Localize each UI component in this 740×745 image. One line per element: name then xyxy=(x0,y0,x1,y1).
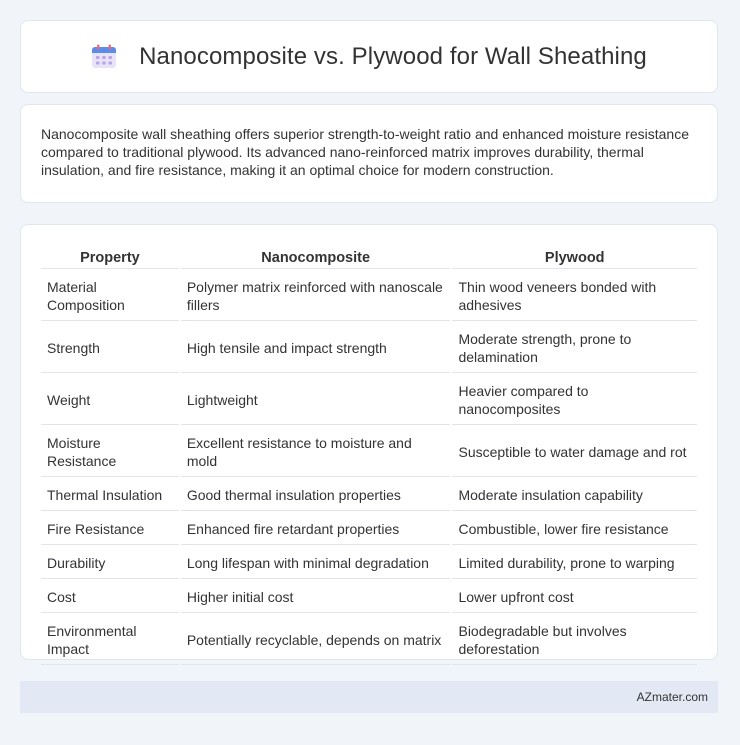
column-header-nanocomposite: Nanocomposite xyxy=(181,245,451,269)
property-cell: Weight xyxy=(41,375,179,425)
table-row xyxy=(41,375,697,425)
summary-text: Nanocomposite wall sheathing offers superior strength-to-weight ratio and enhanced moisture resistance compared to traditional plywood. Its advanced nano-reinforced matrix improves durability, thermal insulation, and fire resistance, making it an optimal choice for modern construction. xyxy=(41,126,689,178)
nanocomposite-cell: Enhanced fire retardant properties xyxy=(181,513,451,545)
title-card xyxy=(20,20,718,93)
plywood-cell: Biodegradable but involves deforestation xyxy=(452,615,697,665)
column-header-property: Property xyxy=(41,245,179,269)
property-cell: Moisture Resistance xyxy=(41,427,179,477)
plywood-cell: Lower upfront cost xyxy=(452,581,697,613)
table-row xyxy=(41,547,697,579)
plywood-cell: Combustible, lower fire resistance xyxy=(452,513,697,545)
column-header-plywood: Plywood xyxy=(452,245,697,269)
property-cell: Environmental Impact xyxy=(41,615,179,665)
plywood-cell: Heavier compared to nanocomposites xyxy=(452,375,697,425)
nanocomposite-cell: High tensile and impact strength xyxy=(181,323,451,373)
table-row xyxy=(41,479,697,511)
table-row xyxy=(41,271,697,321)
nanocomposite-cell: Good thermal insulation properties xyxy=(181,479,451,511)
table-row xyxy=(41,615,697,665)
property-cell: Thermal Insulation xyxy=(41,479,179,511)
summary-card xyxy=(20,104,718,203)
table-row xyxy=(41,427,697,477)
property-cell: Fire Resistance xyxy=(41,513,179,545)
property-cell: Material Composition xyxy=(41,271,179,321)
table-row xyxy=(41,323,697,373)
nanocomposite-cell: Lightweight xyxy=(181,375,451,425)
footer xyxy=(20,681,718,713)
table-row xyxy=(41,513,697,545)
plywood-cell: Susceptible to water damage and rot xyxy=(452,427,697,477)
property-cell: Cost xyxy=(41,581,179,613)
nanocomposite-cell: Potentially recyclable, depends on matrix xyxy=(181,615,451,665)
plywood-cell: Moderate strength, prone to delamination xyxy=(452,323,697,373)
nanocomposite-cell: Polymer matrix reinforced with nanoscale fillers xyxy=(181,271,451,321)
nanocomposite-cell: Higher initial cost xyxy=(181,581,451,613)
property-cell: Durability xyxy=(41,547,179,579)
page-title: Nanocomposite vs. Plywood for Wall Sheathing xyxy=(139,42,647,70)
property-cell: Strength xyxy=(41,323,179,373)
plywood-cell: Thin wood veneers bonded with adhesives xyxy=(452,271,697,321)
table-header-row xyxy=(41,245,697,269)
footer-brand: AZmater.com xyxy=(636,690,708,704)
calendar-icon xyxy=(91,44,117,70)
table-row xyxy=(41,581,697,613)
plywood-cell: Moderate insulation capability xyxy=(452,479,697,511)
plywood-cell: Limited durability, prone to warping xyxy=(452,547,697,579)
comparison-table xyxy=(39,243,699,667)
nanocomposite-cell: Long lifespan with minimal degradation xyxy=(181,547,451,579)
nanocomposite-cell: Excellent resistance to moisture and mold xyxy=(181,427,451,477)
comparison-table-card xyxy=(20,224,718,660)
